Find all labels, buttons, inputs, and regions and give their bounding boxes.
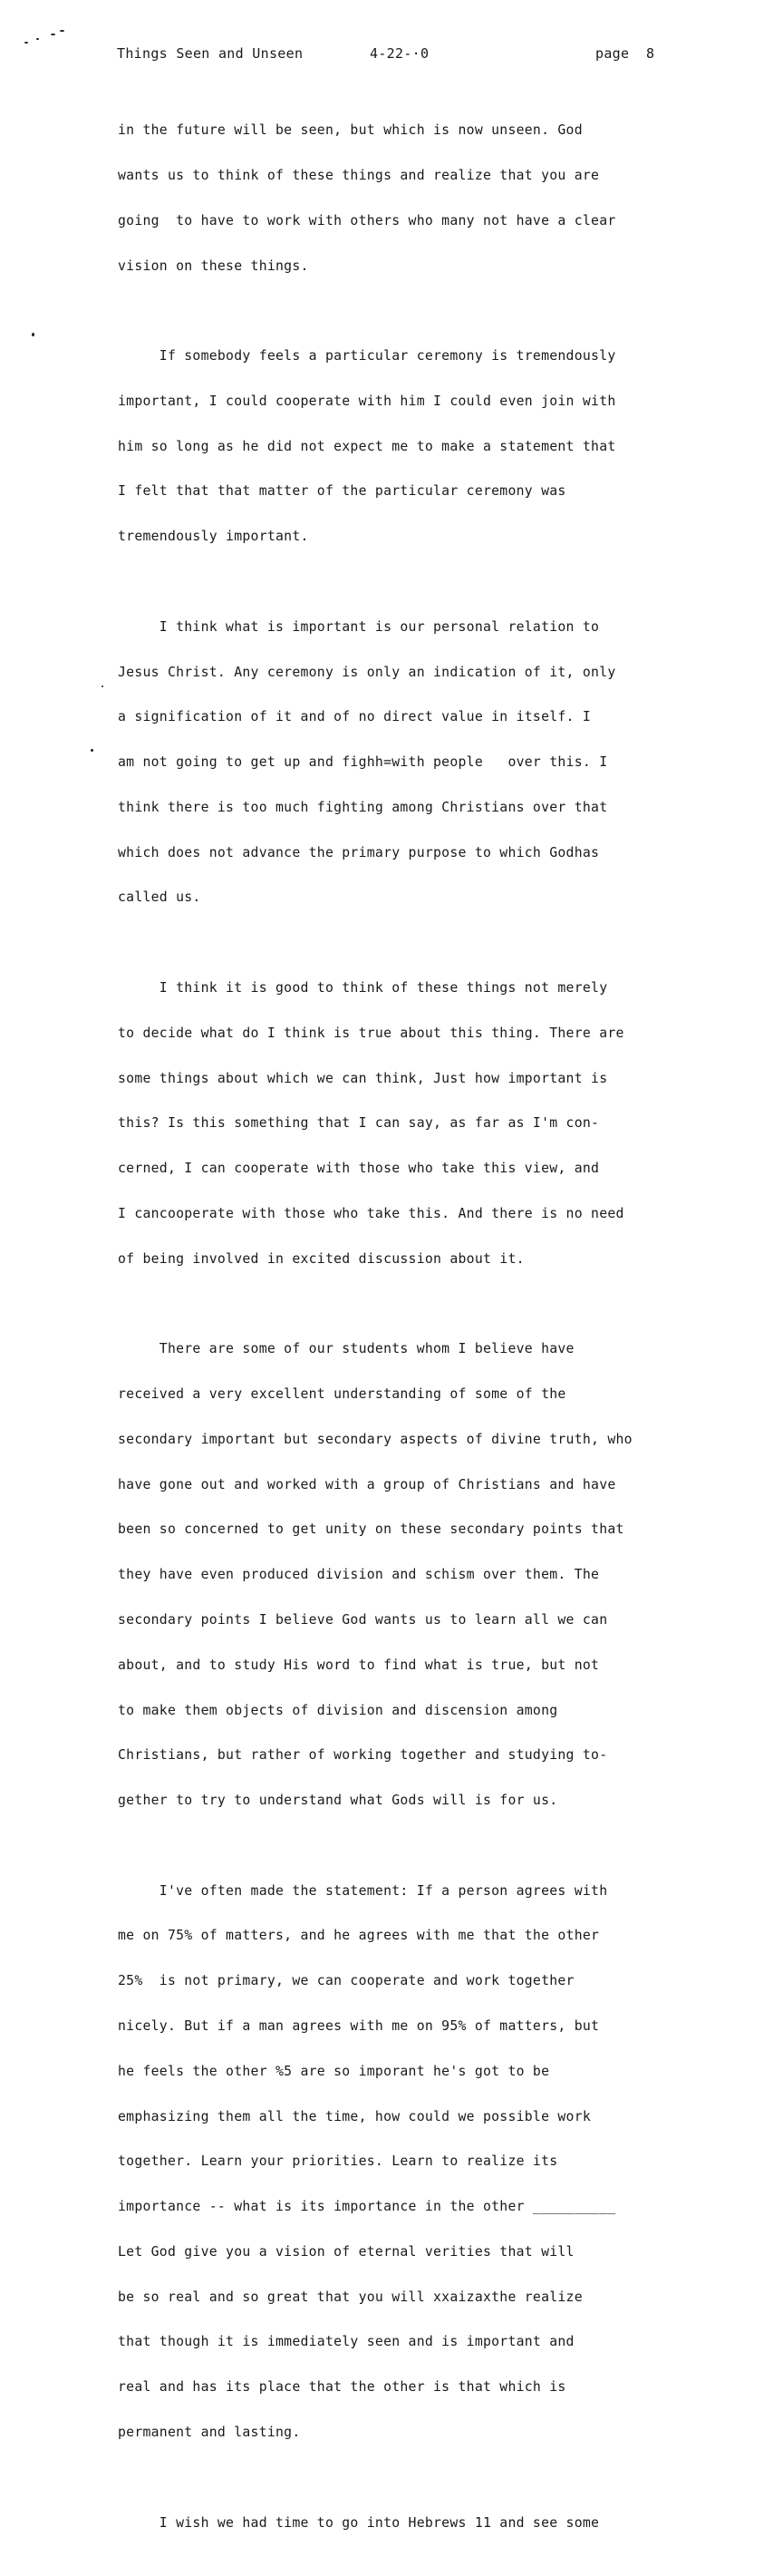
text-line: they have even produced division and schism over them. The — [118, 1567, 600, 1583]
scan-speck — [51, 34, 55, 35]
paragraph — [118, 1853, 689, 2470]
text-line: a signification of it and of no direct value in itself. I — [118, 709, 592, 725]
text-line: of being involved in excited discussion about it. — [118, 1250, 525, 1267]
text-line: I felt that that matter of the particular ceremony was — [118, 483, 566, 500]
scan-speck — [60, 30, 64, 32]
text-line: nicely. But if a man agrees with me on 95% of matters, but — [118, 2018, 600, 2034]
text-line: called us. — [118, 889, 201, 906]
page-number: page 8 — [595, 45, 655, 62]
paragraph — [118, 590, 689, 937]
text-line: I think what is important is our personal relation to — [118, 618, 600, 635]
text-line: I cancooperate with those who take this. And there is no need — [118, 1205, 624, 1221]
paragraph — [118, 2485, 689, 2561]
text-line: importance -- what is its importance in the other __________ — [118, 2199, 616, 2215]
text-line: tremendously important. — [118, 529, 309, 545]
text-line: I've often made the statement: If a person agrees with — [118, 1882, 608, 1899]
text-line: important, I could cooperate with him I could even join with — [118, 393, 616, 409]
text-line: emphasizing them all the time, how could we possible work — [118, 2108, 592, 2124]
text-line: If somebody feels a particular ceremony is tremendously — [118, 348, 616, 365]
scan-speck — [24, 42, 28, 44]
text-line: been so concerned to get unity on these secondary points that — [118, 1521, 624, 1538]
document-date: 4-22-·0 — [370, 45, 430, 62]
text-line: received a very excellent understanding of some of the — [118, 1386, 566, 1403]
text-line: Let God give you a vision of eternal verities that will — [118, 2243, 575, 2260]
scan-speck — [32, 333, 34, 336]
text-line: to decide what do I think is true about this thing. There are — [118, 1025, 624, 1041]
text-line: to make them objects of division and discension among — [118, 1702, 558, 1718]
text-line: vision on these things. — [118, 258, 309, 274]
text-line: There are some of our students whom I believe have — [118, 1341, 575, 1357]
paragraph — [118, 319, 689, 575]
text-line: going to have to work with others who many not have a clear — [118, 212, 616, 228]
text-line: real and has its place that the other is that which is — [118, 2379, 566, 2396]
text-line: he feels the other %5 are so imporant he's got to be — [118, 2063, 550, 2079]
text-line: I think it is good to think of these things not merely — [118, 980, 608, 996]
text-line: be so real and so great that you will xxaizaxthe realize — [118, 2289, 583, 2305]
text-line: this? Is this something that I can say, as far as I'm con- — [118, 1115, 600, 1132]
text-line: Jesus Christ. Any ceremony is only an indication of it, only — [118, 664, 616, 680]
text-line: some things about which we can think, Just how important is — [118, 1070, 608, 1086]
document-title: Things Seen and Unseen — [117, 45, 304, 62]
text-line: which does not advance the primary purpose to which Godhas — [118, 844, 600, 860]
text-line: secondary points I believe God wants us to learn all we can — [118, 1611, 608, 1628]
text-line: Christians, but rather of working together and studying to- — [118, 1747, 608, 1764]
text-line: gether to try to understand what Gods will is for us. — [118, 1793, 558, 1809]
paragraph — [118, 951, 689, 1298]
text-line: cerned, I can cooperate with those who take this view, and — [118, 1161, 600, 1177]
text-line: me on 75% of matters, and he agrees with me that the other — [118, 1928, 600, 1944]
scan-speck — [101, 685, 103, 687]
text-line: secondary important but secondary aspects of divine truth, who — [118, 1431, 633, 1447]
text-line: in the future will be seen, but which is now unseen. God — [118, 122, 583, 139]
text-line: think there is too much fighting among Christians over that — [118, 799, 608, 815]
text-line: permanent and lasting. — [118, 2425, 301, 2441]
page-header — [117, 45, 679, 65]
scan-speck — [36, 38, 39, 40]
text-line: him so long as he did not expect me to make a statement that — [118, 438, 616, 454]
text-line: about, and to study His word to find what is true, but not — [118, 1657, 600, 1673]
text-line: I wish we had time to go into Hebrews 11 and see some — [118, 2514, 600, 2531]
text-line: 25% is not primary, we can cooperate and work together — [118, 1973, 575, 1989]
text-line: together. Learn your priorities. Learn to realize its — [118, 2153, 558, 2170]
text-line: wants us to think of these things and realize that you are — [118, 167, 600, 183]
scan-speck — [91, 749, 93, 752]
text-line: am not going to get up and fighh=with people over this. I — [118, 754, 608, 771]
text-line: have gone out and worked with a group of Christians and have — [118, 1476, 616, 1492]
text-line: that though it is immediately seen and is important and — [118, 2334, 575, 2350]
paragraph — [118, 1312, 689, 1839]
paragraph — [118, 93, 689, 304]
body-text — [118, 93, 689, 2576]
